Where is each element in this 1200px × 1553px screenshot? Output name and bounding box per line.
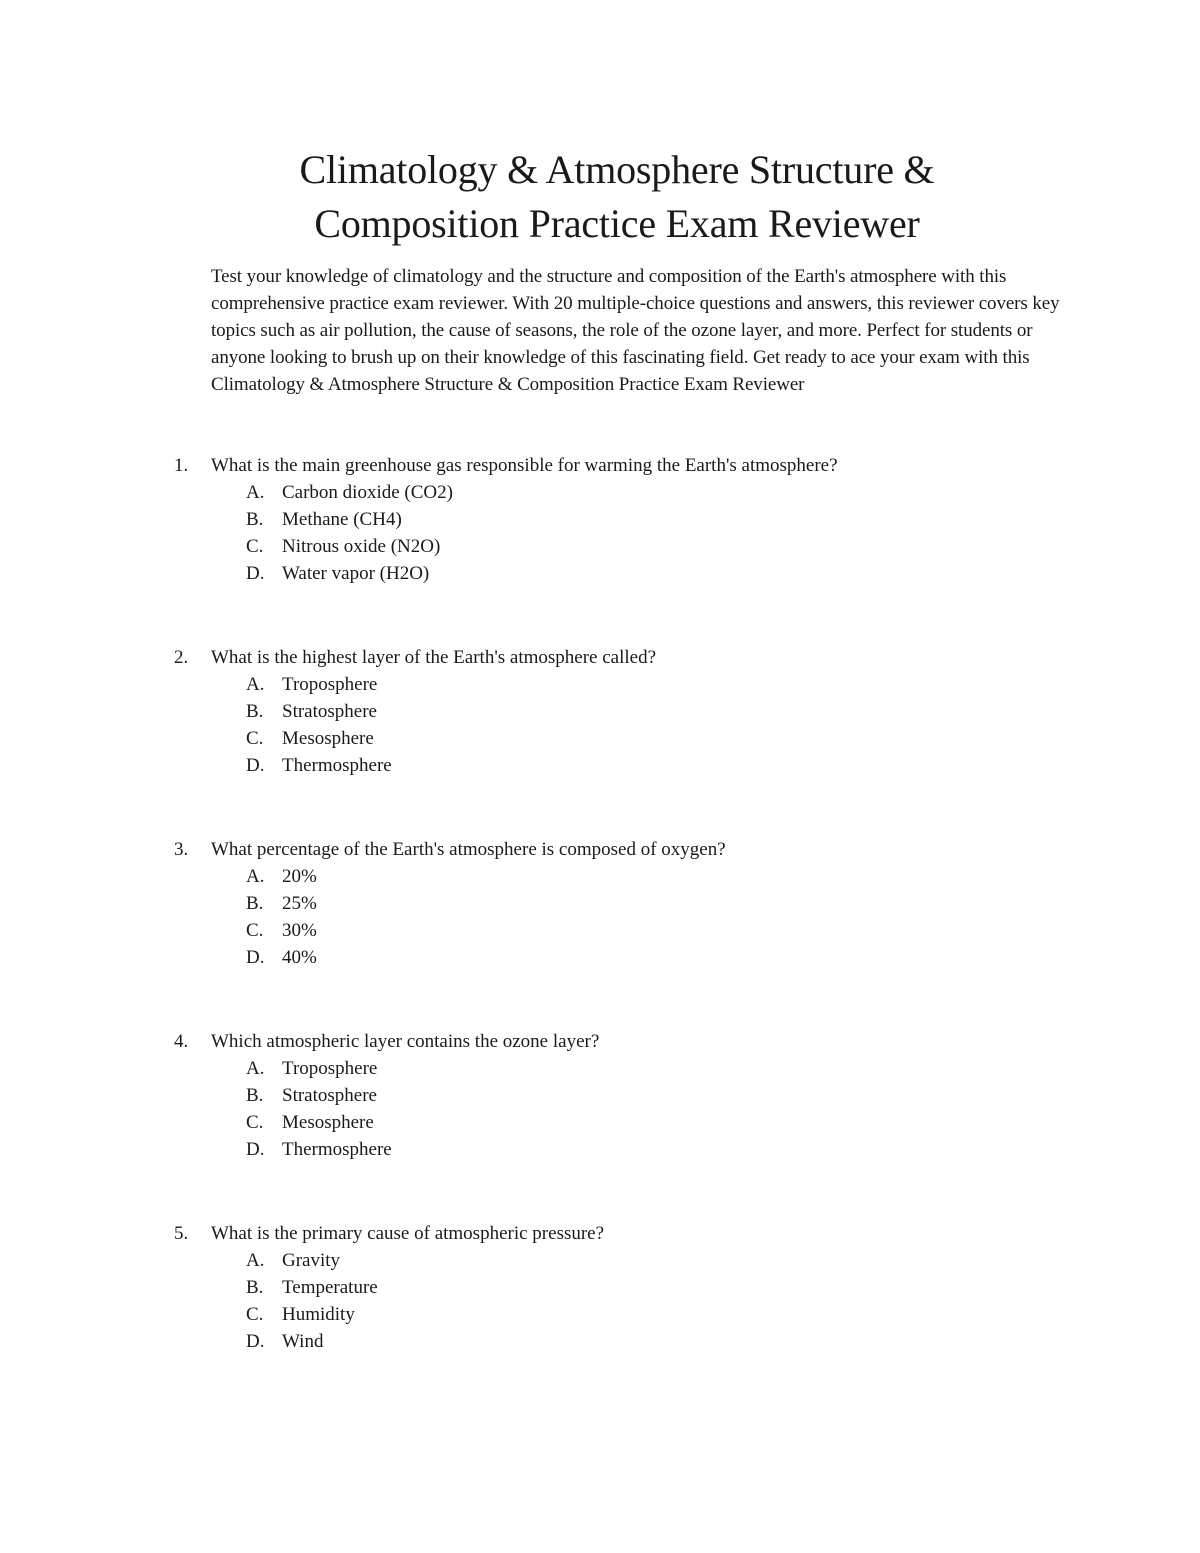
option-text: Nitrous oxide (N2O)	[282, 536, 441, 557]
option-letter: D.	[246, 1331, 265, 1352]
option-text: 20%	[282, 866, 317, 887]
option-text: Wind	[282, 1331, 324, 1352]
option-letter: C.	[246, 1112, 264, 1133]
question-number: 4.	[174, 1031, 189, 1052]
option-letter: A.	[246, 866, 265, 887]
option-letter: B.	[246, 1085, 264, 1106]
option-letter: B.	[246, 509, 264, 530]
option-letter: A.	[246, 482, 265, 503]
option-text: Gravity	[282, 1250, 341, 1271]
option-letter: D.	[246, 563, 265, 584]
question-text: What percentage of the Earth's atmosphere is composed of oxygen?	[211, 839, 726, 860]
option-text: Thermosphere	[282, 1139, 392, 1160]
option-text: Mesosphere	[282, 728, 374, 749]
option-letter: C.	[246, 536, 264, 557]
question-text: What is the primary cause of atmospheric pressure?	[211, 1223, 605, 1244]
option-letter: D.	[246, 1139, 265, 1160]
option-letter: B.	[246, 893, 264, 914]
option-letter: D.	[246, 947, 265, 968]
option-text: Carbon dioxide (CO2)	[282, 482, 453, 503]
option-letter: B.	[246, 701, 264, 722]
question-number: 2.	[174, 647, 189, 668]
title-line-1: Climatology & Atmosphere Structure &	[299, 147, 935, 192]
option-text: Stratosphere	[282, 701, 377, 722]
option-letter: C.	[246, 1304, 264, 1325]
page-title	[150, 143, 1084, 251]
title-line-2: Composition Practice Exam Reviewer	[314, 201, 920, 246]
option-text: Troposphere	[282, 1058, 378, 1079]
option-letter: A.	[246, 1058, 265, 1079]
option-letter: D.	[246, 755, 265, 776]
question-text: Which atmospheric layer contains the ozone layer?	[211, 1031, 600, 1052]
question-number: 1.	[174, 455, 189, 476]
option-letter: A.	[246, 1250, 265, 1271]
option-text: Stratosphere	[282, 1085, 377, 1106]
option-text: Mesosphere	[282, 1112, 374, 1133]
option-text: 25%	[282, 893, 317, 914]
option-letter: A.	[246, 674, 265, 695]
question-number: 5.	[174, 1223, 189, 1244]
option-text: Troposphere	[282, 674, 378, 695]
option-letter: C.	[246, 728, 264, 749]
option-text: Water vapor (H2O)	[282, 563, 430, 584]
option-text: 40%	[282, 947, 317, 968]
question-text: What is the highest layer of the Earth's atmosphere called?	[211, 647, 657, 668]
option-text: Temperature	[282, 1277, 378, 1298]
question-text: What is the main greenhouse gas responsible for warming the Earth's atmosphere?	[211, 455, 838, 476]
option-text: Thermosphere	[282, 755, 392, 776]
option-text: Methane (CH4)	[282, 509, 402, 530]
option-text: Humidity	[282, 1304, 355, 1325]
intro-paragraph: Test your knowledge of climatology and the structure and composition of the Earth's atmosphere with this comprehensive practice exam reviewer. With 20 multiple-choice questions and answers, this reviewer covers key topics such as air pollution, the cause of seasons, the role of the ozone layer, and more. Perfect for students or anyone looking to brush up on their knowledge of this fascinating field. Get ready to ace your exam with this Climatology & Atmosphere Structure & Composition Practice Exam Reviewer	[211, 266, 1060, 395]
option-text: 30%	[282, 920, 317, 941]
option-letter: C.	[246, 920, 264, 941]
question-number: 3.	[174, 839, 189, 860]
option-letter: B.	[246, 1277, 264, 1298]
